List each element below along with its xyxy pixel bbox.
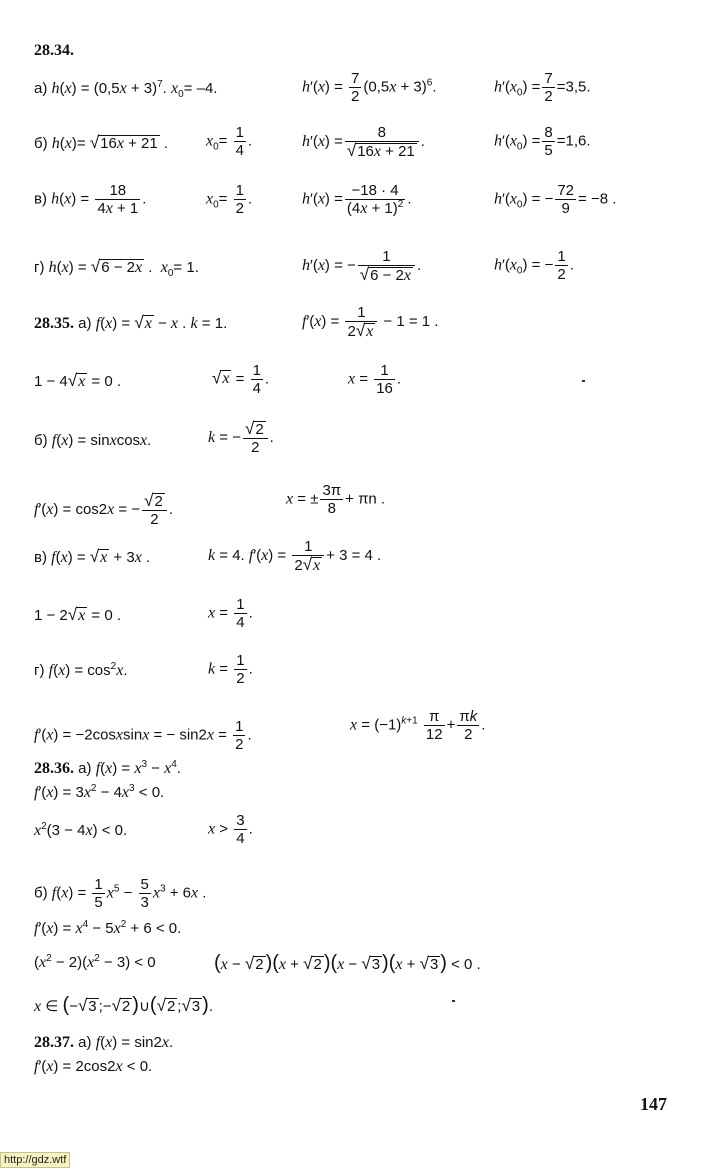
problem-28-36-b-line4: x ∈ (−√3 ;−√2 )∪(√2 ;√3 ). — [34, 994, 213, 1016]
problem-28-36-title: 28.36. — [34, 760, 74, 777]
problem-28-36-a-answer: x > $\frac{3}{4}$ . — [208, 812, 253, 847]
problem-28-36-b-line2: $f'(x) = x^4 - 5x^2 + 6 < 0$. — [34, 919, 182, 937]
problem-28-35-v-derivative: k = 4. f′(x) = $\frac{1}{2√x}$ + 3 = 4 . — [208, 538, 382, 574]
problem-28-34-b-derivative: h′(x) = $\frac{8}{√16x + 21}$ . — [302, 124, 425, 160]
problem-28-34-a-derivative: h′(x) = $\frac{7}{2}$ $(0,5x + 3)^6$. — [302, 70, 437, 105]
problem-28-35-b-line1: б) f(x) = sinxcosx. — [34, 432, 152, 449]
problem-28-35-v-line1: в) f(x) = √x + 3x . — [34, 547, 151, 566]
scan-speck — [452, 1000, 455, 1002]
problem-28-35-a-sqrt: √x = $\frac{1}{4}$ . — [212, 362, 270, 397]
problem-28-36-b-line1: б) f(x) = $\frac{1}{5}$ $x^5$ − $\frac{5}{3}$ $x^3 + 6x$ . — [34, 876, 207, 911]
problem-28-34-v-derivative: h′(x) = $\frac{-18 \cdot 4}{(4x + 1)^2}$ . — [302, 182, 412, 217]
problem-28-35-a-line1: 28.35. а) f(x) = √x − x . k = 1. — [34, 313, 228, 332]
problem-28-36-b-line3: $(x^2 - 2)(x^2 - 3) < 0$ — [34, 953, 156, 971]
problem-28-34-v: в) h(x) = $\frac{18}{4x + 1}$ . — [34, 182, 147, 217]
problem-28-35-a-line2: 1 − 4√x = 0 . — [34, 371, 122, 390]
problem-28-36-b-factored: (x − √2 )(x + √2 )(x − √3 )(x + √3 ) < 0 . — [214, 952, 481, 974]
scan-speck — [582, 380, 585, 382]
problem-28-36-a-line2: $f'(x) = 3x^2 - 4x^3 < 0$. — [34, 783, 165, 801]
problem-28-36-a-line1: 28.36. а) $f(x) = x^3 - x^4$. — [34, 759, 181, 777]
problem-28-36-a-line3: $x^2(3 - 4x) < 0$. — [34, 821, 128, 839]
page-number: 147 — [640, 1094, 667, 1114]
problem-28-37-title: 28.37. — [34, 1034, 74, 1051]
problem-28-35-v-answer: x = $\frac{1}{4}$ . — [208, 596, 253, 631]
problem-28-34-g-value: $h'(x_0)$ = − $\frac{1}{2}$ . — [494, 248, 574, 283]
problem-28-35-b-k: k = − $\frac{√2}{2}$ . — [208, 419, 274, 456]
problem-28-34-g-derivative: h′(x) = − $\frac{1}{√6 - 2x}$ . — [302, 248, 422, 284]
problem-28-35-a-derivative: f′(x) = $\frac{1}{2√x}$ − 1 = 1 . — [302, 304, 439, 340]
problem-28-35-v-line2: 1 − 2√x = 0 . — [34, 605, 122, 624]
item-label: а) — [34, 80, 52, 97]
watermark-link[interactable]: http://gdz.wtf — [0, 1152, 70, 1168]
problem-28-37-a-line1: 28.37. а) f(x) = sin2x. — [34, 1034, 174, 1051]
problem-28-34-b: б) h(x)= √16x + 21 . — [34, 133, 169, 152]
problem-28-34-v-value: $h'(x_0)$ = − $\frac{72}{9}$ = −8 . — [494, 182, 617, 217]
problem-28-34-g: г) h(x) = √6 − 2x . $x_0= 1$. — [34, 257, 199, 279]
problem-28-37-a-line2: f′(x) = 2cos2x < 0. — [34, 1058, 153, 1075]
problem-28-34-a-value: $h'(x_0)$ = $\frac{7}{2}$ =3,5. — [494, 70, 591, 105]
problem-28-35-b-line2: f′(x) = cos2x = − $\frac{√2}{2}$ . — [34, 491, 173, 528]
problem-28-34-title: 28.34. — [34, 42, 74, 59]
problem-28-34-v-x0: $x_0=$ $\frac{1}{2}$ . — [206, 182, 253, 217]
problem-28-35-g-line1: г) $f(x) = \cos^2x$. — [34, 661, 128, 679]
problem-28-34-a: а) $h(x) = (0,5x + 3)^7$. $x_0= -4$. — [34, 79, 218, 100]
problem-28-35-g-line2: f′(x) = −2cosxsinx = − sin2x = $\frac{1}{2}$ . — [34, 718, 252, 753]
problem-28-35-a-answer: x = $\frac{1}{16}$ . — [348, 362, 402, 397]
problem-28-35-g-k: k = $\frac{1}{2}$ . — [208, 652, 253, 687]
problem-28-34-b-x0: $x_0=$ $\frac{1}{4}$ . — [206, 124, 253, 159]
problem-28-35-g-answer: $x = (-1)^{k+1}$ $\frac{\pi}{12}$ + $\frac{\pi k}{2}$ . — [350, 708, 486, 743]
problem-28-35-title: 28.35. — [34, 315, 74, 332]
problem-28-35-b-answer: x = ± $\frac{3\pi}{8}$ + πn . — [286, 482, 386, 517]
problem-28-34-b-value: $h'(x_0)$ = $\frac{8}{5}$ =1,6. — [494, 124, 591, 159]
